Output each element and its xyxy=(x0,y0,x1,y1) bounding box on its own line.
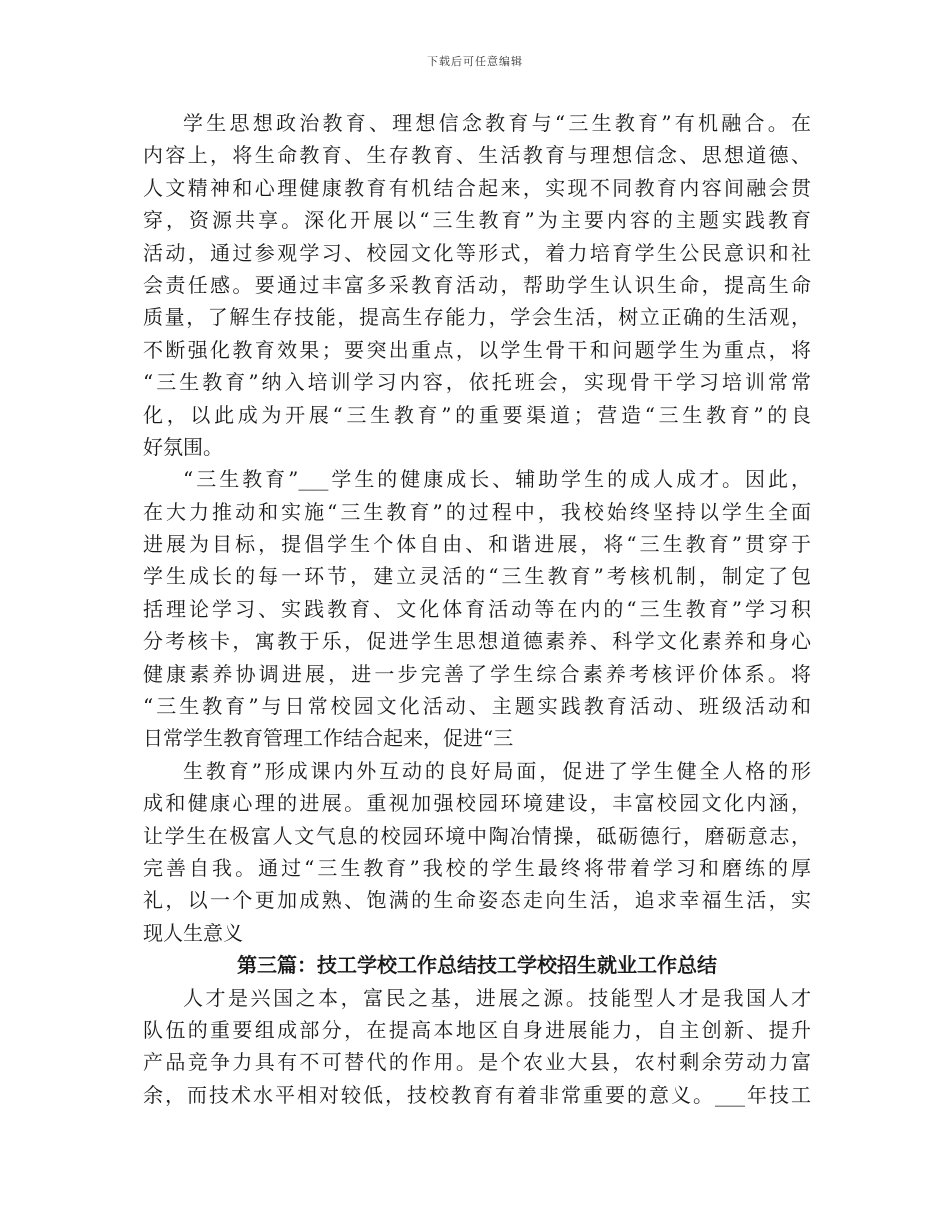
text-line: 成和健康心理的进展。重视加强校园环境建设，丰富校园文化内涵， xyxy=(143,791,811,816)
text-line: 内容上，将生命教育、生存教育、生活教育与理想信念、思想道德、 xyxy=(143,143,811,168)
text-line: 分考核卡，寓教于乐，促进学生思想道德素养、科学文化素养和身心 xyxy=(143,629,811,654)
text-line: 在大力推动和实施“三生教育”的过程中，我校始终坚持以学生全面 xyxy=(143,499,811,524)
body-text xyxy=(143,107,811,1111)
text-line: 日常学生教育管理工作结合起来，促进“三 xyxy=(143,726,514,751)
text-line: 健康素养协调进展，进一步完善了学生综合素养考核评价体系。将 xyxy=(143,661,811,686)
text-line: 化，以此成为开展“三生教育”的重要渠道；营造“三生教育”的良 xyxy=(143,402,811,427)
text-line: 质量，了解生存技能，提高生存能力，学会生活，树立正确的生活观， xyxy=(143,305,811,330)
text-line: 人才是兴国之本，富民之基，进展之源。技能型人才是我国人才 xyxy=(183,985,811,1010)
text-line: 让学生在极富人文气息的校园环境中陶冶情操，砥砺德行，磨砺意志， xyxy=(143,823,811,848)
text-line: 进展为目标，提倡学生个体自由、和谐进展，将“三生教育”贯穿于 xyxy=(143,532,811,557)
text-line: 学生思想政治教育、理想信念教育与“三生教育”有机融合。在 xyxy=(183,111,811,135)
text-line: 活动，通过参观学习、校园文化等形式，着力培育学生公民意识和社 xyxy=(143,240,811,265)
text-line: “三生教育”纳入培训学习内容，依托班会，实现骨干学习培训常常 xyxy=(143,370,811,395)
header-note: 下载后可任意编辑 xyxy=(427,55,523,68)
section-heading: 第三篇：技工学校工作总结技工学校招生就业工作总结 xyxy=(237,953,717,978)
text-line: “三生教育”___学生的健康成长、辅助学生的成人成才。因此， xyxy=(183,467,811,492)
text-line: 人文精神和心理健康教育有机结合起来，实现不同教育内容间融会贯 xyxy=(143,175,811,200)
text-line: 穿，资源共享。深化开展以“三生教育”为主要内容的主题实践教育 xyxy=(143,208,811,233)
text-line: 会责任感。要通过丰富多采教育活动，帮助学生认识生命，提高生命 xyxy=(143,272,811,297)
text-line: 好氛围。 xyxy=(143,434,223,459)
text-line: 不断强化教育效果；要突出重点，以学生骨干和问题学生为重点，将 xyxy=(143,337,811,362)
text-line: 产品竞争力具有不可替代的作用。是个农业大县，农村剩余劳动力富 xyxy=(143,1050,811,1075)
text-line: 余，而技术水平相对较低，技校教育有着非常重要的意义。___年技工 xyxy=(143,1082,811,1107)
text-line: 学生成长的每一环节，建立灵活的“三生教育”考核机制，制定了包 xyxy=(143,564,811,589)
text-line: 括理论学习、实践教育、文化体育活动等在内的“三生教育”学习积 xyxy=(143,596,811,621)
text-line: 礼，以一个更加成熟、饱满的生命姿态走向生活，追求幸福生活，实 xyxy=(143,888,811,913)
text-line: “三生教育”与日常校园文化活动、主题实践教育活动、班级活动和 xyxy=(143,694,811,719)
text-line: 现人生意义 xyxy=(143,920,243,945)
text-line: 完善自我。通过“三生教育”我校的学生最终将带着学习和磨练的厚 xyxy=(143,855,811,880)
text-line: 生教育”形成课内外互动的良好局面，促进了学生健全人格的形 xyxy=(183,758,811,783)
text-line: 队伍的重要组成部分，在提高本地区自身进展能力，自主创新、提升 xyxy=(143,1017,811,1042)
